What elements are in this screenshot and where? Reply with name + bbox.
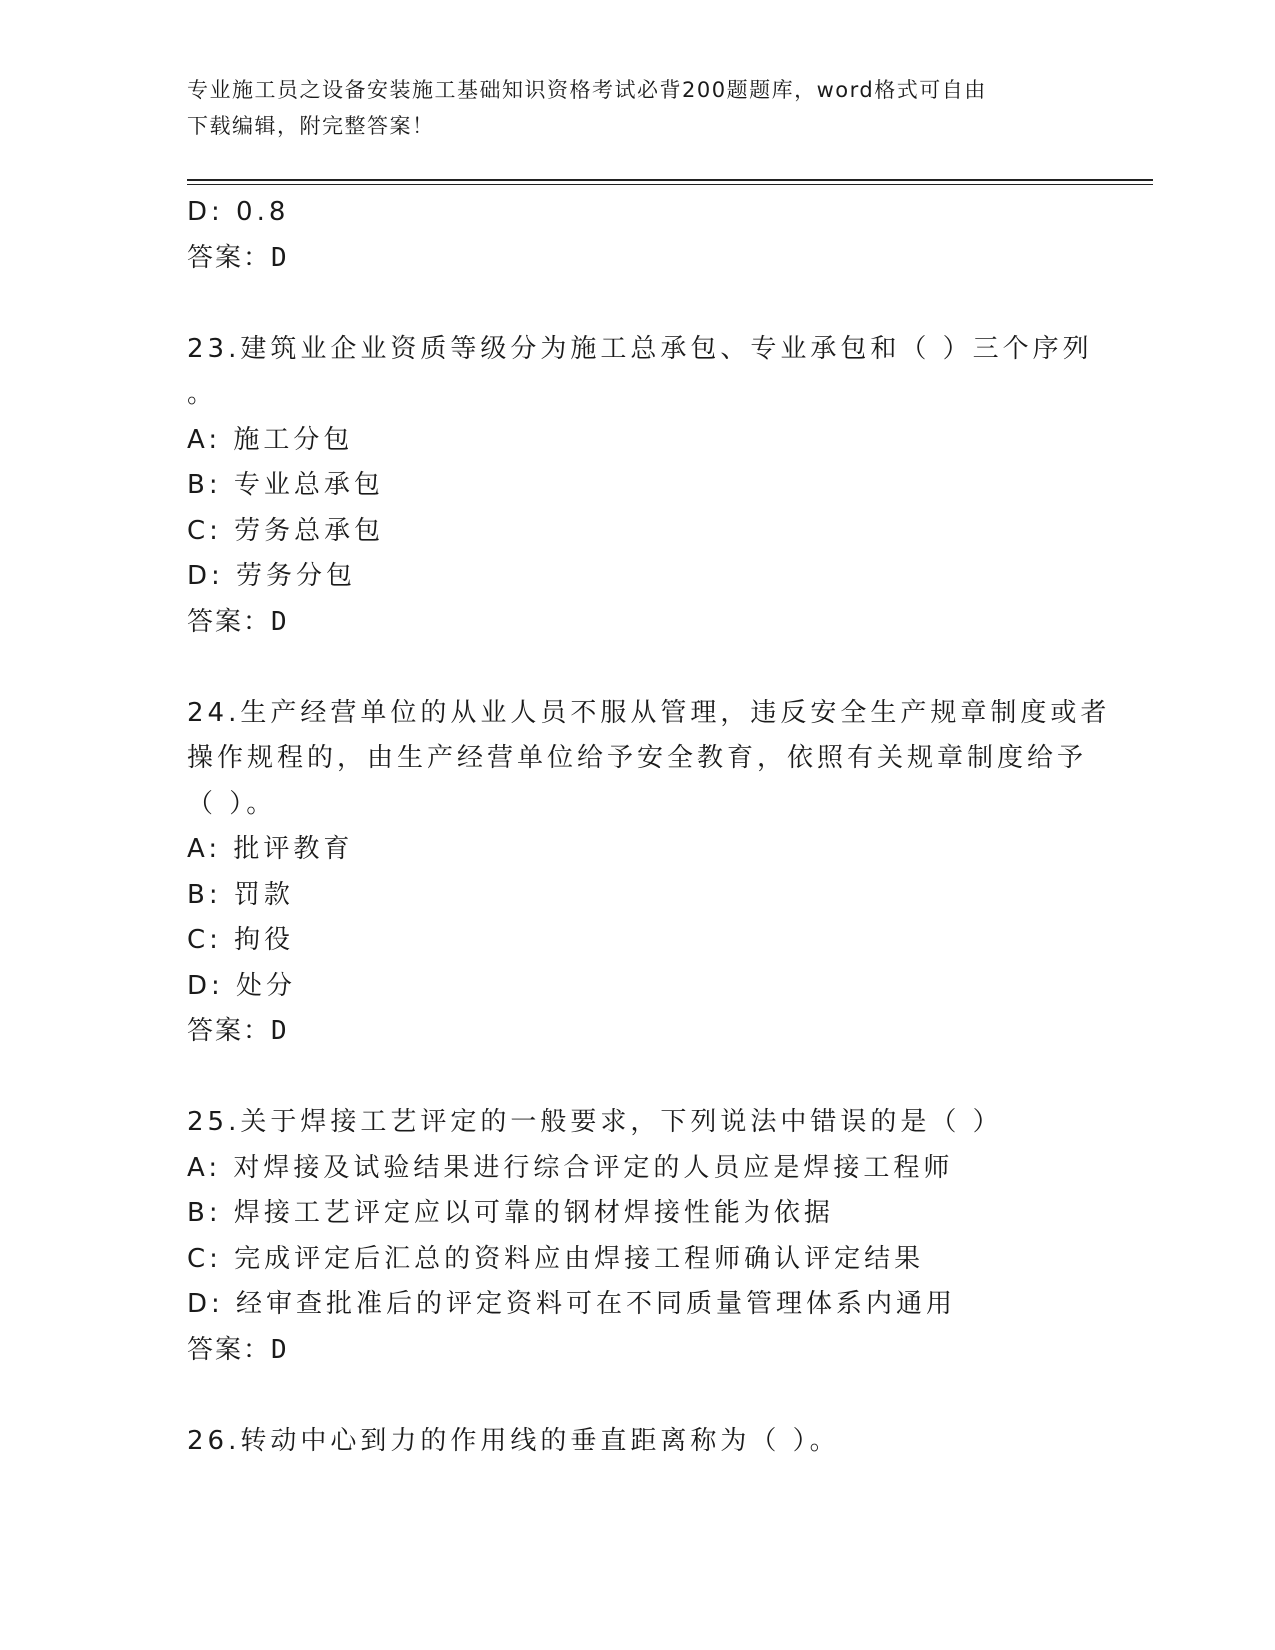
option-line: D: 0.8 — [187, 197, 290, 227]
question-stem: 23.建筑业企业资质等级分为施工总承包、专业承包和（ ）三个序列 — [187, 333, 1093, 364]
spacer — [187, 645, 1087, 691]
spacer — [187, 1055, 1087, 1101]
header-rule-thin — [187, 184, 1153, 185]
answer-line: 答案：D — [187, 1016, 289, 1046]
answer-line: 答案：D — [187, 1334, 289, 1365]
option-d: D: 处分 — [187, 970, 297, 1001]
option-c: C: 劳务总承包 — [187, 515, 385, 546]
document-header — [187, 72, 1067, 144]
spacer — [187, 281, 1087, 327]
question-24 — [187, 691, 1111, 1055]
option-d: D: 经审查批准后的评定资料可在不同质量管理体系内通用 — [187, 1289, 957, 1319]
question-stem: 26.转动中心到力的作用线的垂直距离称为（ ）。 — [187, 1425, 840, 1456]
question-stem: 操作规程的，由生产经营单位给予安全教育，依照有关规章制度给予 — [187, 743, 1088, 773]
spacer — [187, 1373, 1087, 1419]
option-a: A: 施工分包 — [187, 424, 354, 455]
question-26 — [187, 1419, 1087, 1465]
option-b: B: 罚款 — [187, 879, 294, 910]
question-stem: 。 — [187, 379, 218, 409]
option-a: A: 对焊接及试验结果进行综合评定的人员应是焊接工程师 — [187, 1152, 954, 1183]
question-stem: 24.生产经营单位的从业人员不服从管理，违反安全生产规章制度或者 — [187, 697, 1111, 728]
question-23 — [187, 327, 1093, 646]
document-body — [187, 190, 1111, 1464]
header-rule-thick — [187, 179, 1153, 181]
answer-line: 答案：D — [187, 242, 289, 273]
question-stem: （ ）。 — [187, 788, 277, 819]
header-line-1: 专业施工员之设备安装施工基础知识资格考试必背200题题库，word格式可自由 — [187, 78, 987, 102]
header-line-2: 下载编辑，附完整答案！ — [187, 114, 435, 138]
option-c: C: 完成评定后汇总的资料应由焊接工程师确认评定结果 — [187, 1243, 925, 1274]
option-b: B: 焊接工艺评定应以可靠的钢材焊接性能为依据 — [187, 1198, 834, 1228]
option-a: A: 批评教育 — [187, 834, 354, 864]
option-c: C: 拘役 — [187, 925, 295, 955]
answer-line: 答案：D — [187, 606, 289, 637]
option-d: D: 劳务分包 — [187, 561, 357, 591]
question-25 — [187, 1100, 1087, 1373]
question-stem: 25.关于焊接工艺评定的一般要求，下列说法中错误的是（ ） — [187, 1107, 1003, 1137]
option-b: B: 专业总承包 — [187, 470, 384, 500]
